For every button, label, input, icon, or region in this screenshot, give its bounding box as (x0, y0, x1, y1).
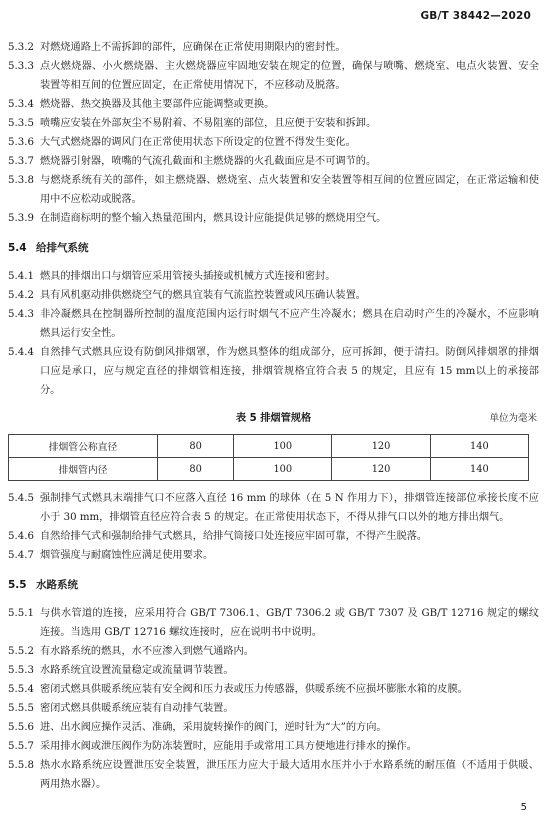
table-title: 表 5 排烟管规格 (235, 413, 312, 424)
clause-number: 5.5.7 (8, 741, 34, 752)
clause-text: 燃具的排烟出口与烟管应采用管接头插接或机械方式连接和密封。 (40, 271, 336, 282)
clause-number: 5.3.7 (8, 156, 34, 167)
table-cell: 120 (332, 458, 430, 481)
table-cell: 80 (158, 458, 234, 481)
table-row (9, 435, 529, 458)
clause-paragraph (8, 57, 539, 95)
clause-paragraph (8, 699, 539, 718)
table-row-label: 排烟管内径 (9, 458, 158, 481)
clause-number: 5.5.6 (8, 722, 34, 733)
clause-number: 5.3.6 (8, 137, 34, 148)
clause-paragraph (8, 680, 539, 699)
clause-text: 点火燃烧器、小火燃烧器、主火燃烧器应牢固地安装在规定的位置，确保与喷嘴、燃烧室、电点火装置、安全装置等相互间的位置应固定，在正常使用情况下，不应移动及脱落。 (40, 61, 539, 91)
clause-number: 5.4.6 (8, 531, 34, 542)
clause-number: 5.4.4 (8, 347, 34, 358)
clause-paragraph (8, 489, 539, 527)
clause-number: 5.3.8 (8, 175, 34, 186)
clause-number: 5.4.3 (8, 309, 34, 320)
table-cell: 80 (158, 435, 234, 458)
clause-number: 5.3.3 (8, 61, 34, 72)
clauses-5-3 (8, 38, 539, 228)
table-unit: 单位为毫米 (489, 413, 537, 424)
clauses-5-5 (8, 604, 539, 794)
clause-text: 对燃烧通路上不需拆卸的部件，应确保在正常使用期限内的密封性。 (40, 42, 346, 53)
clause-text: 大气式燃烧器的调风门在正常使用状态下所设定的位置不得发生变化。 (40, 137, 356, 148)
clause-paragraph (8, 95, 539, 114)
table-cell: 140 (430, 435, 528, 458)
clause-paragraph (8, 286, 539, 305)
clause-paragraph (8, 267, 539, 286)
section-title: 水路系统 (36, 579, 78, 591)
clause-text: 热水水路系统应设置泄压安全装置，泄压压力应大于最大适用水压并小于水路系统的耐压值（不适用于供暖、两用热水器）。 (40, 760, 539, 790)
standard-code-header: GB/T 38442—2020 (420, 10, 531, 22)
clauses-5-4-b (8, 489, 539, 565)
clause-number: 5.3.4 (8, 99, 34, 110)
table-caption (8, 406, 539, 428)
table-row (9, 458, 529, 481)
clause-paragraph (8, 661, 539, 680)
clause-paragraph (8, 171, 539, 209)
clause-text: 有水路系统的燃具，水不应渗入到燃气通路内。 (40, 646, 254, 657)
page-content (8, 38, 539, 794)
section-heading-5-5 (8, 576, 539, 595)
clause-text: 水路系统宜设置流量稳定或流量调节装置。 (40, 665, 234, 676)
section-heading-5-4 (8, 239, 539, 258)
clauses-5-4-a (8, 267, 539, 400)
clause-text: 采用排水阀或泄压阀作为防冻装置时，应能用手或常用工具方便地进行排水的操作。 (40, 741, 417, 752)
clause-number: 5.5.8 (8, 760, 34, 771)
clause-text: 进、出水阀应操作灵活、准确，采用旋转操作的阀门，逆时针为“大”的方向。 (40, 722, 387, 733)
clause-text: 自然给排气式和强制给排气式燃具，给排气筒接口处连接应牢固可靠，不得产生脱落。 (40, 531, 428, 542)
clause-number: 5.3.5 (8, 118, 34, 129)
clause-paragraph (8, 604, 539, 642)
section-title: 给排气系统 (36, 242, 89, 254)
clause-paragraph (8, 305, 539, 343)
section-number: 5.4 (8, 242, 27, 254)
clause-text: 强制排气式燃具末端排气口不应落入直径 16 mm 的球体（在 5 N 作用力下），排烟管连接部位承接长度不应小于 30 mm，排烟管直径应符合表 5 的规定。在正常使用状态下，不得从排气口以外的地方排出烟气。 (40, 493, 539, 523)
table-cell: 140 (430, 458, 528, 481)
clause-text: 燃烧器、热交换器及其他主要部件应能调整或更换。 (40, 99, 275, 110)
page-number: 5 (520, 802, 527, 813)
clause-text: 燃烧器引射器，喷嘴的气流孔截面和主燃烧器的火孔截面应是不可调节的。 (40, 156, 377, 167)
clause-paragraph (8, 737, 539, 756)
clause-text: 与供水管道的连接，应采用符合 GB/T 7306.1、GB/T 7306.2 或 GB/T 7307 及 GB/T 12716 规定的螺纹连接。当选用 GB/T 12716 螺纹连接时，应在说明书中说明。 (40, 608, 539, 638)
flue-pipe-spec-table (8, 434, 529, 481)
clause-text: 密闭式燃具供暖系统应装有安全阀和压力表或压力传感器，供暖系统不应损坏膨胀水箱的皮膜。 (40, 684, 468, 695)
clause-paragraph (8, 642, 539, 661)
clause-paragraph (8, 718, 539, 737)
clause-number: 5.3.9 (8, 213, 34, 224)
clause-paragraph (8, 133, 539, 152)
clause-text: 自然排气式燃具应设有防倒风排烟罩，作为燃具整体的组成部分，应可拆卸，便于清扫。防倒风排烟罩的排烟口应是承口，应与规定直径的排烟管相连接，排烟管规格宜符合表 5 的规定，且应有 15 mm以上的承接部分。 (40, 347, 539, 396)
clause-number: 5.5.2 (8, 646, 34, 657)
table-row-label: 排烟管公称直径 (9, 435, 158, 458)
clause-number: 5.5.3 (8, 665, 34, 676)
clause-text: 密闭式燃具供暖系统应装有自动排气装置。 (40, 703, 234, 714)
clause-paragraph (8, 527, 539, 546)
section-number: 5.5 (8, 579, 27, 591)
clause-paragraph (8, 756, 539, 794)
clause-text: 喷嘴应安装在外部灰尘不易附着、不易阻塞的部位，且应便于安装和拆卸。 (40, 118, 377, 129)
clause-number: 5.3.2 (8, 42, 34, 53)
clause-paragraph (8, 343, 539, 400)
clause-text: 烟管强度与耐腐蚀性应满足使用要求。 (40, 550, 214, 561)
clause-number: 5.5.4 (8, 684, 34, 695)
clause-text: 具有风机驱动排供燃烧空气的燃具宜装有气流监控装置或风压确认装置。 (40, 290, 366, 301)
clause-paragraph (8, 38, 539, 57)
clause-number: 5.4.2 (8, 290, 34, 301)
table-cell: 100 (234, 458, 332, 481)
clause-paragraph (8, 114, 539, 133)
clause-number: 5.5.1 (8, 608, 34, 619)
clause-number: 5.5.5 (8, 703, 34, 714)
clause-paragraph (8, 152, 539, 171)
clause-text: 在制造商标明的整个输入热量范围内，燃具设计应能提供足够的燃烧用空气。 (40, 213, 387, 224)
table-cell: 120 (332, 435, 430, 458)
clause-number: 5.4.5 (8, 493, 34, 504)
clause-number: 5.4.1 (8, 271, 34, 282)
table-cell: 100 (234, 435, 332, 458)
clause-number: 5.4.7 (8, 550, 34, 561)
clause-paragraph (8, 209, 539, 228)
clause-text: 非冷凝燃具在控制器所控制的温度范围内运行时烟气不应产生冷凝水；燃具在启动时产生的冷凝水，不应影响燃具运行安全性。 (40, 309, 539, 339)
clause-text: 与燃烧系统有关的部件，如主燃烧器、燃烧室、点火装置和安全装置等相互间的位置应固定，在正常运输和使用中不应松动或脱落。 (40, 175, 539, 205)
clause-paragraph (8, 546, 539, 565)
